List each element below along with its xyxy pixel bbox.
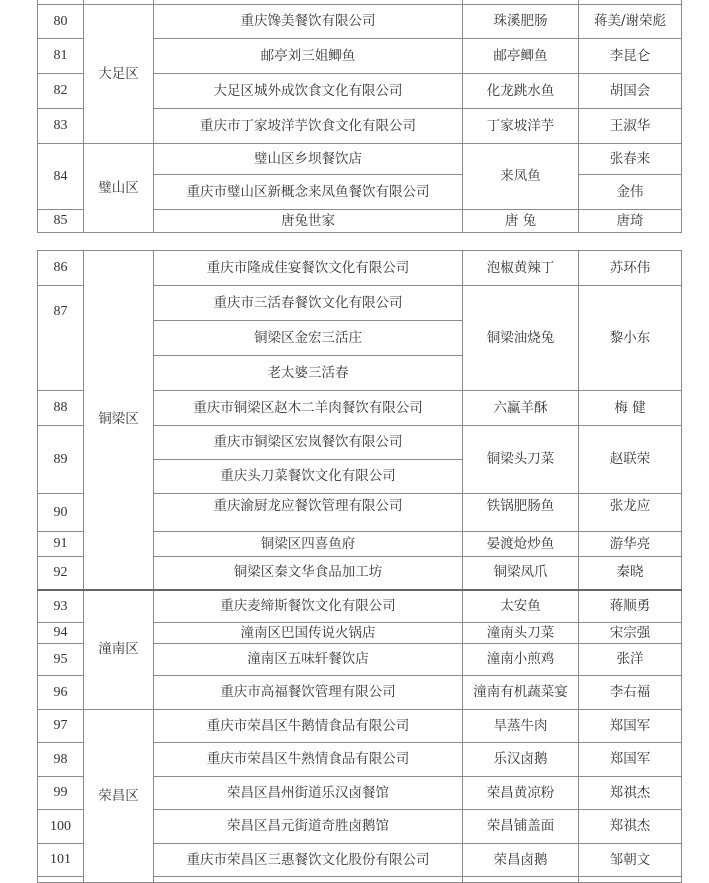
store-cell: 唐兔世家 [154, 210, 463, 233]
row-number: 80 [38, 5, 84, 39]
dish-cell: 荣昌卤鹅 [463, 844, 579, 877]
table-row [38, 251, 682, 286]
row-number: 86 [38, 251, 84, 286]
store-cell: 重庆麦缔斯餐饮文化有限公司 [154, 590, 463, 623]
dish-cell: 晏渡炝炒鱼 [463, 532, 579, 557]
person-cell: 赵联荣 [579, 426, 682, 494]
district-cell: 潼南区 [84, 590, 154, 710]
store-cell: 重庆馋美餐饮有限公司 [154, 5, 463, 39]
person-cell: 蒋美/谢荣彪 [579, 5, 682, 39]
store-cell: 潼南区巴国传说火锅店 [154, 623, 463, 644]
store-cell: 大足区城外成饮食文化有限公司 [154, 74, 463, 109]
person-cell: 郑国军 [579, 710, 682, 743]
store-cell: 重庆市荣昌区三惠餐饮文化股份有限公司 [154, 844, 463, 877]
store-cell: 邮亭刘三姐鲫鱼 [154, 39, 463, 74]
dish-cell: 潼南小煎鸡 [463, 644, 579, 676]
dish-cell: 旱蒸牛肉 [463, 710, 579, 743]
district-cell: 璧山区 [84, 144, 154, 233]
row-number: 97 [38, 710, 84, 743]
store-cell: 重庆头刀菜餐饮文化有限公司 [154, 460, 463, 494]
row-number: 98 [38, 743, 84, 777]
table-section-2 [37, 250, 682, 883]
row-number: 90 [38, 494, 84, 532]
row-number: 92 [38, 557, 84, 590]
store-cell: 重庆市铜梁区赵木二羊肉餐饮有限公司 [154, 391, 463, 426]
store-cell: 重庆市丁家坡洋芋饮食文化有限公司 [154, 109, 463, 144]
person-cell: 宋宗强 [579, 623, 682, 644]
dish-cell: 潼南有机蔬菜宴 [463, 676, 579, 710]
store-cell: 璧山区乡坝餐饮店 [154, 144, 463, 175]
dish-cell: 铜梁凤爪 [463, 557, 579, 590]
row-number: 91 [38, 532, 84, 557]
store-cell: 铜梁区秦文华食品加工坊 [154, 557, 463, 590]
district-cell: 大足区 [84, 5, 154, 144]
row-number: 81 [38, 39, 84, 74]
dish-cell: 铜梁头刀菜 [463, 426, 579, 494]
store-cell: 荣昌区昌州街道乐汉卤餐馆 [154, 777, 463, 810]
person-cell: 梅 健 [579, 391, 682, 426]
person-cell: 邹朝文 [579, 844, 682, 877]
dish-cell: 丁家坡洋芋 [463, 109, 579, 144]
row-number: 101 [38, 844, 84, 877]
store-cell: 重庆市荣昌区牛熟情食品有限公司 [154, 743, 463, 777]
store-cell: 潼南区五味轩餐饮店 [154, 644, 463, 676]
row-number: 94 [38, 623, 84, 644]
district-cell: 荣昌区 [84, 710, 154, 883]
person-cell: 郑国军 [579, 743, 682, 777]
row-number: 95 [38, 644, 84, 676]
table-section-1 [37, 0, 682, 233]
table-row [38, 5, 682, 39]
person-cell: 苏环伟 [579, 251, 682, 286]
store-cell: 荣昌区昌元街道奇胜卤鹅馆 [154, 810, 463, 844]
store-cell: 重庆市璧山区新概念来凤鱼餐饮有限公司 [154, 175, 463, 210]
row-number: 93 [38, 590, 84, 623]
dish-cell: 铜梁油烧兔 [463, 286, 579, 391]
dish-cell: 六赢羊酥 [463, 391, 579, 426]
dish-cell: 化龙跳水鱼 [463, 74, 579, 109]
person-cell: 郑祺杰 [579, 777, 682, 810]
row-number: 100 [38, 810, 84, 844]
dish-cell: 来凤鱼 [463, 144, 579, 210]
dish-cell: 潼南头刀菜 [463, 623, 579, 644]
person-cell: 李昆仑 [579, 39, 682, 74]
row-number: 84 [38, 144, 84, 210]
row-number: 83 [38, 109, 84, 144]
store-cell: 重庆市铜梁区宏岚餐饮有限公司 [154, 426, 463, 460]
table-row [38, 710, 682, 743]
store-cell: 铜梁区四喜鱼府 [154, 532, 463, 557]
district-cell: 铜梁区 [84, 251, 154, 590]
table-row [38, 144, 682, 175]
person-cell: 郑祺杰 [579, 810, 682, 844]
dish-cell: 珠溪肥肠 [463, 5, 579, 39]
person-cell: 秦晓 [579, 557, 682, 590]
dish-cell: 太安鱼 [463, 590, 579, 623]
person-cell: 黎小东 [579, 286, 682, 391]
row-number: 99 [38, 777, 84, 810]
dish-cell: 唐 兔 [463, 210, 579, 233]
row-number: 89 [38, 426, 84, 494]
store-cell: 重庆市高福餐饮管理有限公司 [154, 676, 463, 710]
store-cell: 铜梁区金宏三活庄 [154, 321, 463, 356]
dish-cell: 乐汉卤鹅 [463, 743, 579, 777]
store-cell: 重庆渝厨龙应餐饮管理有限公司 [154, 494, 463, 532]
person-cell: 唐琦 [579, 210, 682, 233]
person-cell: 李右福 [579, 676, 682, 710]
dish-cell: 邮亭鲫鱼 [463, 39, 579, 74]
person-cell: 张春来 [579, 144, 682, 175]
person-cell: 金伟 [579, 175, 682, 210]
row-number: 82 [38, 74, 84, 109]
dish-cell: 铁锅肥肠鱼 [463, 494, 579, 532]
row-number: 96 [38, 676, 84, 710]
store-cell: 老太婆三活春 [154, 356, 463, 391]
dish-cell: 泡椒黄辣丁 [463, 251, 579, 286]
dish-cell: 荣昌铺盖面 [463, 810, 579, 844]
row-number: 88 [38, 391, 84, 426]
dish-cell: 荣昌黄凉粉 [463, 777, 579, 810]
row-number: 85 [38, 210, 84, 233]
store-cell: 重庆市荣昌区牛鹅情食品有限公司 [154, 710, 463, 743]
person-cell: 蒋顺勇 [579, 590, 682, 623]
store-cell: 重庆市三活春餐饮文化有限公司 [154, 286, 463, 321]
store-cell: 重庆市隆成佳宴餐饮文化有限公司 [154, 251, 463, 286]
person-cell: 张龙应 [579, 494, 682, 532]
person-cell: 游华亮 [579, 532, 682, 557]
person-cell: 王淑华 [579, 109, 682, 144]
table-row [38, 590, 682, 623]
row-number: 87 [38, 286, 84, 391]
person-cell: 张洋 [579, 644, 682, 676]
person-cell: 胡国会 [579, 74, 682, 109]
